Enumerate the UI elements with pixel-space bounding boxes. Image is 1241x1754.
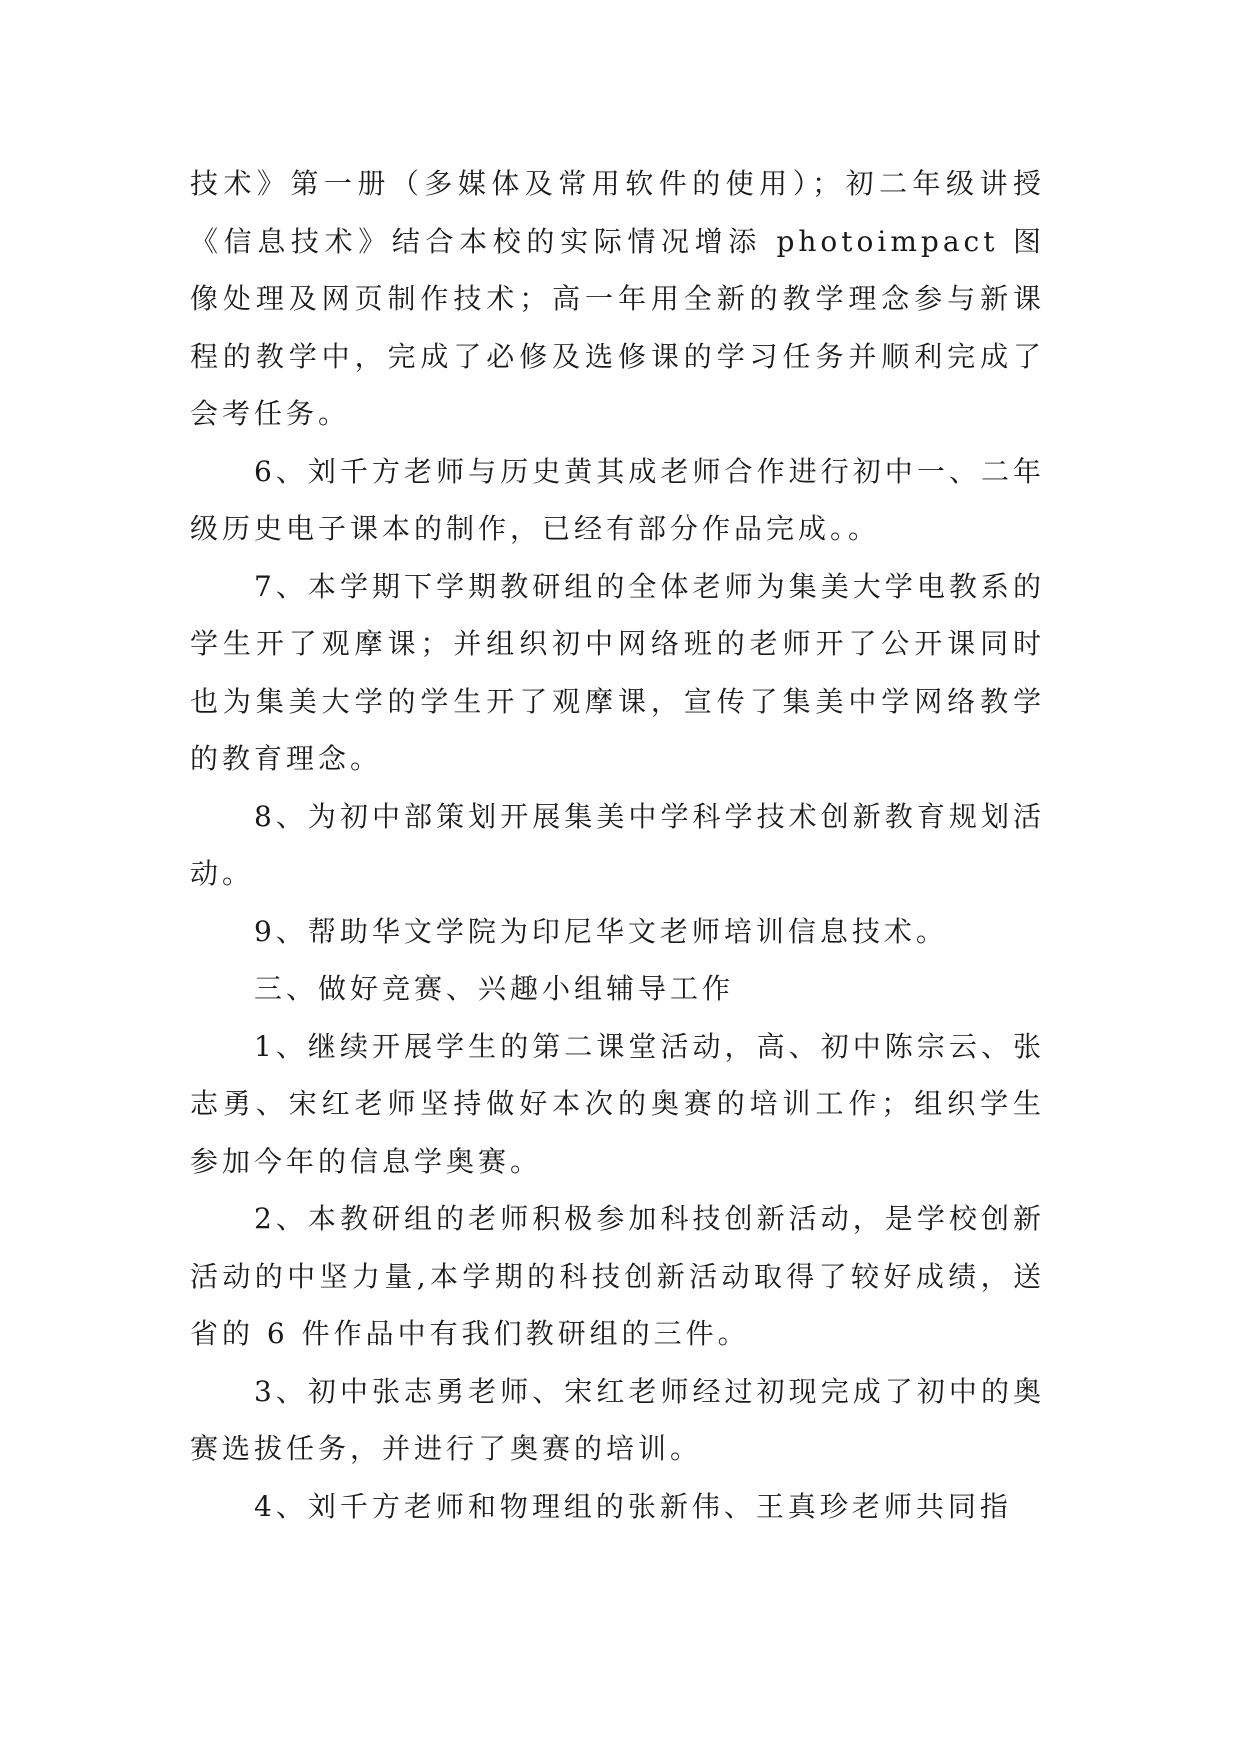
document-page	[190, 155, 1045, 1535]
paragraph-item-8: 8、为初中部策划开展集美中学科学技术创新教育规划活动。	[190, 799, 1045, 890]
paragraph-item-3: 3、初中张志勇老师、宋红老师经过初现完成了初中的奥赛选拔任务，并进行了奥赛的培训。	[190, 1374, 1045, 1465]
paragraph-item-4: 4、刘千方老师和物理组的张新伟、王真珍老师共同指	[254, 1489, 1012, 1523]
section-heading: 三、做好竞赛、兴趣小组辅导工作	[254, 972, 735, 1005]
paragraph-item-9: 9、帮助华文学院为印尼华文老师培训信息技术。	[254, 914, 948, 948]
paragraph-continuation: 技术》第一册（多媒体及常用软件的使用）；初二年级讲授《信息技术》结合本校的实际情况增添 photoimpact 图像处理及网页制作技术；高一年用全新的教学理念参与新课程的教学中，完成了必修及选修课的学习任务并顺利完成了会考任务。	[190, 167, 1045, 430]
paragraph-item-7: 7、本学期下学期教研组的全体老师为集美大学电教系的学生开了观摩课；并组织初中网络班的老师开了公开课同时也为集美大学的学生开了观摩课，宣传了集美中学网络教学的教育理念。	[190, 569, 1045, 775]
paragraph-item-2: 2、本教研组的老师积极参加科技创新活动，是学校创新活动的中坚力量,本学期的科技创新活动取得了较好成绩，送省的 6 件作品中有我们教研组的三件。	[190, 1202, 1045, 1350]
paragraph-item-6: 6、刘千方老师与历史黄其成老师合作进行初中一、二年级历史电子课本的制作，已经有部分作品完成。。	[190, 454, 1045, 545]
paragraph-item-1: 1、继续开展学生的第二课堂活动，高、初中陈宗云、张志勇、宋红老师坚持做好本次的奥赛的培训工作；组织学生参加今年的信息学奥赛。	[190, 1029, 1045, 1178]
